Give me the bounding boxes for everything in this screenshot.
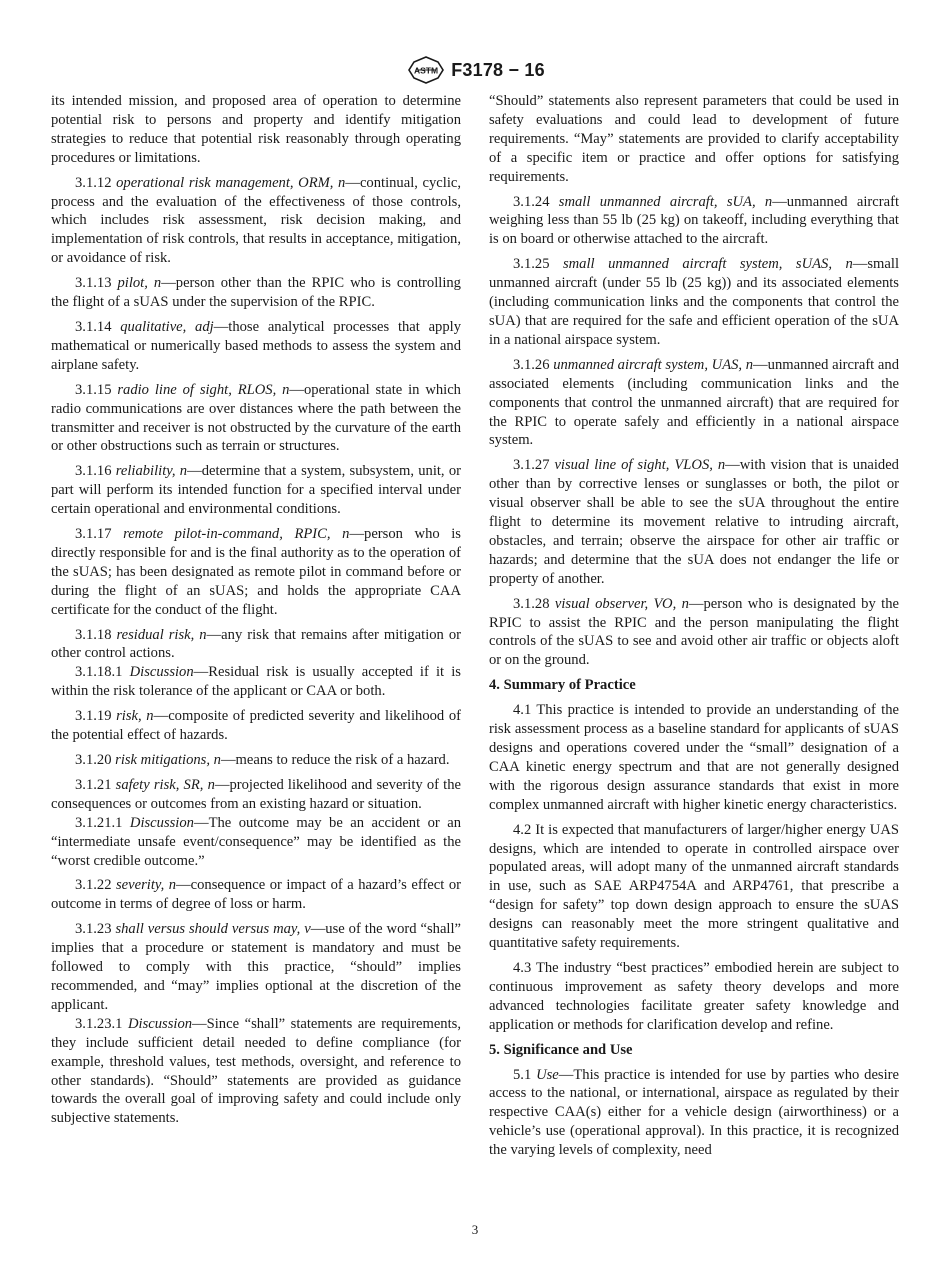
defined-term: risk, n [116,708,154,725]
page-header [0,56,950,84]
defined-term: qualitative, adj [120,318,214,335]
defined-term: visual line of sight, VLOS, n [554,457,726,474]
defined-term: severity, n [116,877,177,894]
defined-term: visual observer, VO, n [554,595,689,612]
paragraph: “Should” statements also represent parameters that could be used in safety evaluations and could lead to development of future requirements. “May” statements are provided to clarify acceptability of a specific item or practice and offer options for satisfying requirements. [489,93,899,185]
definition-paragraph: 3.1.22 severity, n—consequence or impact of a hazard’s effect or outcome in terms of degree of loss or harm. [51,877,461,913]
definition-paragraph: 3.1.13 pilot, n—person other than the RPIC who is controlling the flight of a sUAS under the supervision of the RPIC. [51,275,461,311]
document-id: F3178 − 16 [451,59,545,80]
definition-paragraph: 3.1.25 small unmanned aircraft system, sUAS, n—small unmanned aircraft (under 55 lb (25 kg)) and its associated elements (including communication links and the components that control the sUA) that are required for the safe and efficient operation of the sUA in a national airspace system. [489,256,899,348]
right-column [489,92,899,1166]
definition-paragraph: 3.1.19 risk, n—composite of predicted severity and likelihood of the potential effect of hazards. [51,708,461,744]
discussion-paragraph: 3.1.18.1 Discussion—Residual risk is usually accepted if it is within the risk tolerance of the applicant or CAA or both. [51,664,461,700]
discussion-label: Discussion [129,664,194,681]
defined-term: pilot, n [117,275,162,292]
left-column [51,92,461,1134]
defined-term: unmanned aircraft system, UAS, n [553,356,754,373]
defined-term: Use [536,1066,559,1083]
defined-term: residual risk, n [116,626,207,643]
defined-term: small unmanned aircraft system, sUAS, n [562,256,853,273]
section-heading-4: 4. Summary of Practice [489,677,636,694]
definition-paragraph: 3.1.12 operational risk management, ORM, n—continual, cyclic, process and the evaluation of the effectiveness of those controls, which includes risk assessment, risk decision making, and implementation of risk controls, that results in acceptance, mitigation, or avoidance of risk. [51,174,461,267]
definition-paragraph: 3.1.20 risk mitigations, n—means to reduce the risk of a hazard. [75,752,450,768]
discussion-paragraph: 3.1.23.1 Discussion—Since “shall” statements are requirements, they include sufficient detail needed to define compliance (for example, threshold values, test methods, oversight, and reference to other standards). “Should” statements are provided as guidance towards the overall goal of improving safety and could include only subjective statements. [51,1015,461,1127]
defined-term: reliability, n [115,463,188,480]
discussion-label: Discussion [127,1015,193,1032]
definition-paragraph: 3.1.23 shall versus should versus may, v—use of the word “shall” implies that a procedure or statement is mandatory and must be followed to comply with this practice, “should” implies recommended, and “may” implies optional at the discretion of the applicant. [51,921,462,1013]
discussion-paragraph: 3.1.21.1 Discussion—The outcome may be an accident or an “intermediate unsafe event/consequence” may be identified as the “worst credible outcome.” [51,814,461,869]
paragraph: 4.2 It is expected that manufacturers of larger/higher energy UAS designs, which are intended to operate in controlled airspace over populated areas, will adopt many of the unmanned aircraft standards in use, such as SAE ARP4754A and ARP4761, that prescribe a “design for safety” top down design approach to ensure the sUAS designs can reasonably meet the more stringent qualitative and quantitative safety requirements. [489,821,899,952]
definition-paragraph: 3.1.16 reliability, n—determine that a system, subsystem, unit, or part will perform its intended function for a specified interval under certain operational and environmental conditions. [51,463,461,518]
definition-paragraph: 3.1.15 radio line of sight, RLOS, n—operational state in which radio communications are over distances where the path between the transmitter and receiver is not obstructed by the curvature of the earth or other obstructions such as terrain or structures. [51,381,461,455]
paragraph: 4.3 The industry “best practices” embodied herein are subject to continuous improvement as safety theory develops and more advanced technologies facilitate greater safety knowledge and application or methods for clarification develop and refine. [489,959,899,1033]
definition-paragraph: 3.1.27 visual line of sight, VLOS, n—with vision that is unaided other than by corrective lenses or sunglasses or both, the pilot or visual observer shall be able to see the sUA throughout the entire flight to determine its movement relative to intruding aircraft, obstacles, and terrain; observe the airspace for other air traffic or hazards; and determine that the sUA does not endanger the life or property of another. [489,457,899,587]
astm-logo-icon [405,56,447,84]
paragraph: 4.1 This practice is intended to provide an understanding of the risk assessment process as a baseline standard for applicants of sUAS designs and operations covered under the “small” designation of a CAA kinetic energy spectrum and that are not generally designed with the rigorous design assurance standards that exist in more complex unmanned aircraft with higher kinetic energy characteristics. [489,702,899,813]
paragraph: its intended mission, and proposed area of operation to determine potential risk to persons and property and identify mitigation strategies to reduce that potential risk reasonably through operating procedures or limitations. [51,93,461,166]
defined-term: radio line of sight, RLOS, n [117,381,290,398]
page-number: 3 [471,1222,479,1237]
defined-term: remote pilot-in-command, RPIC, n [123,526,350,543]
section-heading-5: 5. Significance and Use [489,1041,633,1058]
definition-paragraph: 3.1.24 small unmanned aircraft, sUA, n—unmanned aircraft weighing less than 55 lb (25 kg) on takeoff, including everything that is on board or otherwise attached to the aircraft. [489,193,900,248]
definition-paragraph: 3.1.14 qualitative, adj—those analytical processes that apply mathematical or numerically based methods to assess the system and airplane safety. [51,318,461,373]
discussion-label: Discussion [129,814,194,831]
defined-term: small unmanned aircraft, sUA, n [558,193,773,210]
definition-paragraph: 3.1.17 remote pilot-in-command, RPIC, n—person who is directly responsible for and is the final authority as to the operation of the sUAS; has been designated as remote pilot in command before or during the flight of an sUAS; and holds the appropriate CAA certificate for the conduct of the flight. [51,526,461,618]
definition-paragraph: 3.1.21 safety risk, SR, n—projected likelihood and severity of the consequences or outcomes from an existing hazard or situation. [51,776,461,812]
paragraph: 5.1 Use—This practice is intended for use by parties who desire access to the national, or international, airspace as regulated by their respective CAA(s) either for a vehicle design (airworthiness) or a vehicle’s use (operational approval). In this practice, it is recognized the varying levels of complexity, need [489,1066,899,1159]
definition-paragraph: 3.1.26 unmanned aircraft system, UAS, n—unmanned aircraft and associated elements (including communication links and the components that control the unmanned aircraft) that are required for the RPIC to operate safely and efficiently in a national airspace system. [489,356,900,449]
defined-term: operational risk management, ORM, n [116,174,346,191]
definition-paragraph: 3.1.28 visual observer, VO, n—person who is designated by the RPIC to assist the RPIC and the person manipulating the flight controls of the sUAS to see and avoid other air traffic or objects aloft or on the ground. [489,595,899,669]
defined-term: shall versus should versus may, v [115,921,311,938]
defined-term: risk mitigations, n [115,752,221,768]
definition-paragraph: 3.1.18 residual risk, n—any risk that remains after mitigation or other control actions. [51,626,461,662]
svg-text:ASTM: ASTM [414,65,439,76]
defined-term: safety risk, SR, n [115,776,215,793]
